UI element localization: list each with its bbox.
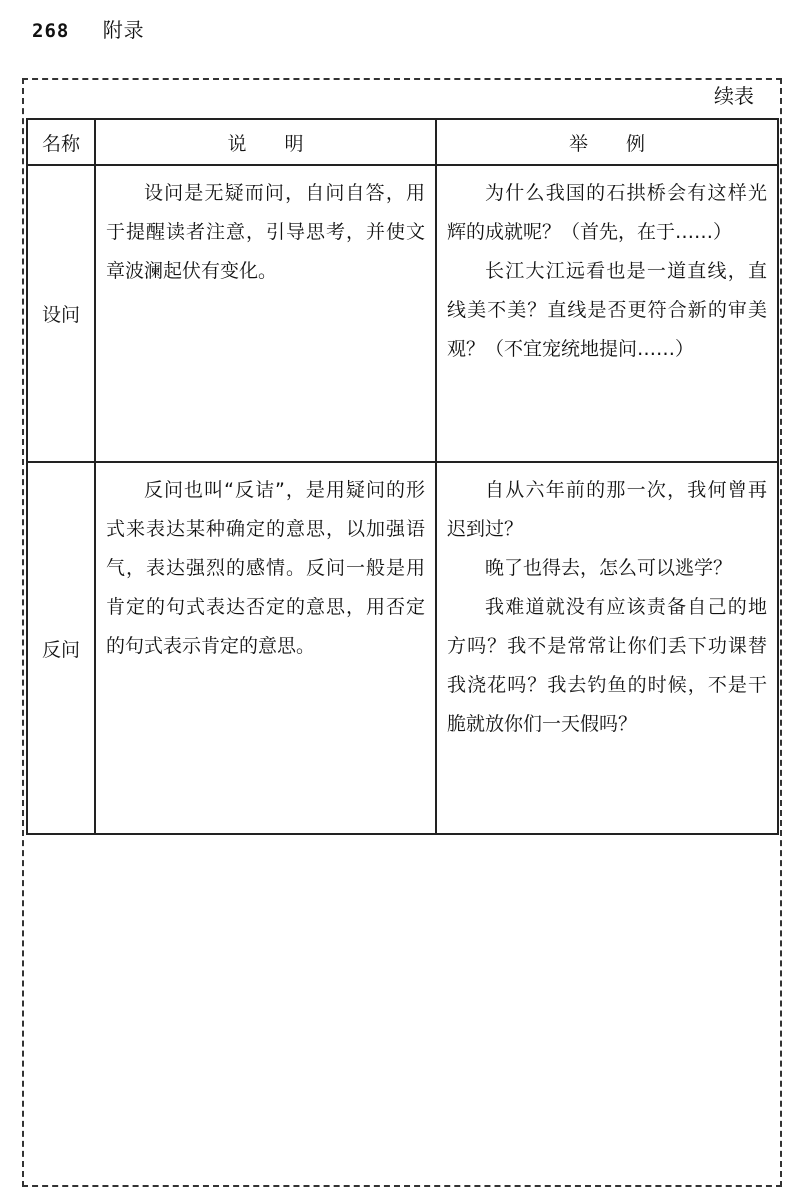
example-text: 自从六年前的那一次，我何曾再迟到过？: [447, 479, 767, 540]
page-header: [32, 14, 145, 43]
section-title: 附录: [102, 18, 145, 42]
example-text: 长江大江远看也是一道直线，直线美不美？直线是否更符合新的审美观？（不宜宠统地提问……）: [447, 260, 767, 360]
table-header-row: [27, 119, 778, 165]
description-text: 设问是无疑而问，自问自答，用于提醒读者注意，引导思考，并使文章波澜起伏有变化。: [106, 182, 425, 282]
column-header-name: 名称: [27, 119, 95, 165]
description-cell: [95, 165, 436, 462]
term-cell: 设问: [27, 165, 95, 462]
example-cell: [436, 462, 778, 834]
term-cell: 反问: [27, 462, 95, 834]
example-text: 为什么我国的石拱桥会有这样光辉的成就呢？（首先，在于……）: [447, 182, 767, 243]
example-text: 我难道就没有应该责备自己的地方吗？我不是常常让你们丢下功课替我浇花吗？我去钓鱼的时候，不是干脆就放你们一天假吗？: [447, 596, 767, 735]
page-number: 268: [32, 20, 70, 42]
table-row: [27, 165, 778, 462]
description-text: 反问也叫“反诘”，是用疑问的形式来表达某种确定的意思，以加强语气，表达强烈的感情。反问一般是用肯定的句式表达否定的意思，用否定的句式表示肯定的意思。: [106, 479, 425, 657]
example-cell: [436, 165, 778, 462]
example-text: 晚了也得去，怎么可以逃学？: [485, 557, 733, 579]
description-cell: [95, 462, 436, 834]
continued-label: 续表: [714, 84, 754, 108]
appendix-table: [26, 118, 779, 835]
table-row: [27, 462, 778, 834]
column-header-description: 说 明: [95, 119, 436, 165]
column-header-example: 举 例: [436, 119, 778, 165]
